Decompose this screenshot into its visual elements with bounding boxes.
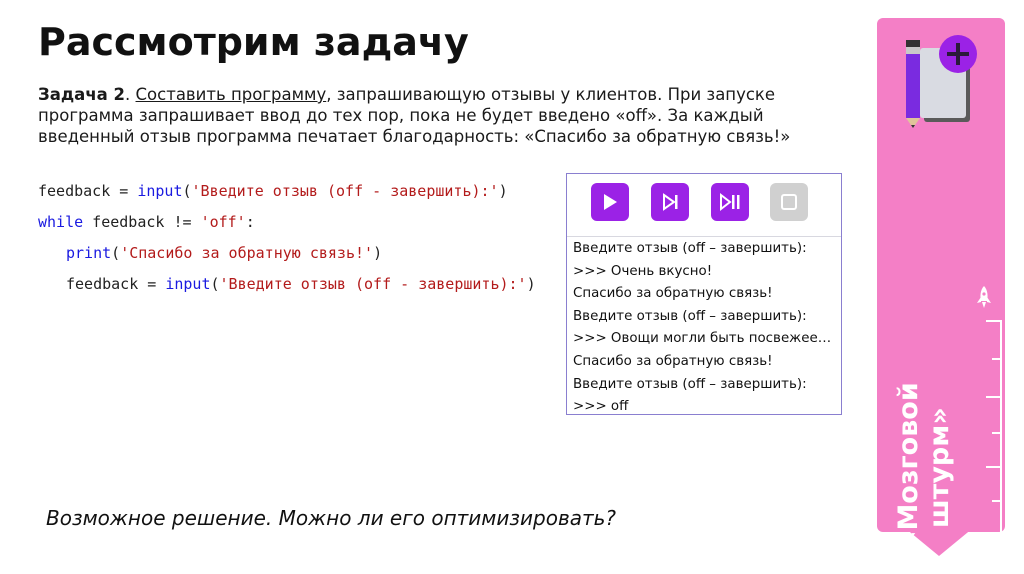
step-icon bbox=[660, 192, 680, 212]
output-line: >>> off bbox=[573, 399, 629, 415]
code-builtin: input bbox=[137, 182, 183, 200]
output-line: Спасибо за обратную связь! bbox=[573, 353, 773, 369]
step-button[interactable] bbox=[651, 183, 689, 221]
console-output bbox=[573, 238, 837, 419]
output-line: Введите отзыв (off – завершить): bbox=[573, 308, 807, 324]
bottom-question: Возможное решение. Можно ли его оптимизировать? bbox=[46, 506, 617, 530]
task-description bbox=[38, 84, 798, 147]
output-line: Введите отзыв (off – завершить): bbox=[573, 376, 807, 392]
step-end-icon bbox=[719, 192, 741, 212]
code-string: 'Введите отзыв (off - завершить):' bbox=[191, 182, 499, 200]
task-label: Задача 2 bbox=[38, 85, 126, 104]
code-token: ( bbox=[111, 244, 121, 262]
step-end-button[interactable] bbox=[711, 183, 749, 221]
code-keyword: while bbox=[38, 213, 84, 231]
stop-icon bbox=[780, 193, 798, 211]
code-line-3 bbox=[38, 242, 536, 273]
sidebar-label-line-2: штурм» bbox=[924, 407, 955, 528]
code-line-2 bbox=[38, 211, 536, 242]
ruler-tick bbox=[986, 466, 1001, 468]
task-sep: . bbox=[125, 85, 136, 104]
code-string: 'off' bbox=[200, 213, 246, 231]
console-toolbar bbox=[567, 174, 841, 237]
code-token: ) bbox=[526, 275, 536, 293]
run-button[interactable] bbox=[591, 183, 629, 221]
code-block bbox=[38, 180, 536, 304]
stop-button[interactable] bbox=[770, 183, 808, 221]
code-token: feedback = bbox=[66, 275, 166, 293]
ruler-tick bbox=[986, 320, 1001, 322]
code-token: : bbox=[245, 213, 255, 231]
ruler-tick bbox=[986, 396, 1001, 398]
console-panel bbox=[566, 173, 842, 415]
code-builtin: print bbox=[66, 244, 112, 262]
code-line-4 bbox=[38, 273, 536, 304]
code-token: feedback != bbox=[83, 213, 201, 231]
code-token: ) bbox=[373, 244, 383, 262]
sidebar-label-line-1: «Мозговой bbox=[893, 382, 924, 548]
sidebar-label bbox=[893, 348, 955, 548]
ruler-tick bbox=[992, 358, 1001, 360]
output-line: >>> Овощи могли быть посвежее… bbox=[573, 331, 832, 347]
ruler-tick bbox=[992, 500, 1001, 502]
task-underlined: Составить программу bbox=[135, 85, 327, 104]
notebook-pencil-plus-icon bbox=[902, 30, 982, 130]
code-token: ) bbox=[498, 182, 508, 200]
output-line: Введите отзыв (off – завершить): bbox=[573, 241, 807, 256]
slide-title: Рассмотрим задачу bbox=[38, 20, 469, 64]
rocket-icon bbox=[976, 285, 992, 309]
code-string: 'Спасибо за обратную связь!' bbox=[120, 244, 374, 262]
code-token: ( bbox=[182, 182, 192, 200]
code-line-1 bbox=[38, 180, 536, 211]
output-line: >>> Очень вкусно! bbox=[573, 263, 713, 279]
ruler-tick bbox=[992, 432, 1001, 434]
play-icon bbox=[600, 192, 620, 212]
code-token: ( bbox=[210, 275, 220, 293]
output-line: Спасибо за обратную связь! bbox=[573, 286, 773, 302]
code-string: 'Введите отзыв (off - завершить):' bbox=[219, 275, 527, 293]
code-token: feedback = bbox=[38, 182, 138, 200]
code-builtin: input bbox=[165, 275, 211, 293]
task-text: , запрашивающую отзывы у клиентов. При запуске программа запрашивает ввод до тех пор, пока не будет введено «off». За каждый введенный отзыв программа печатает благодарность: «Спасибо за обратную связь!» bbox=[38, 85, 791, 146]
